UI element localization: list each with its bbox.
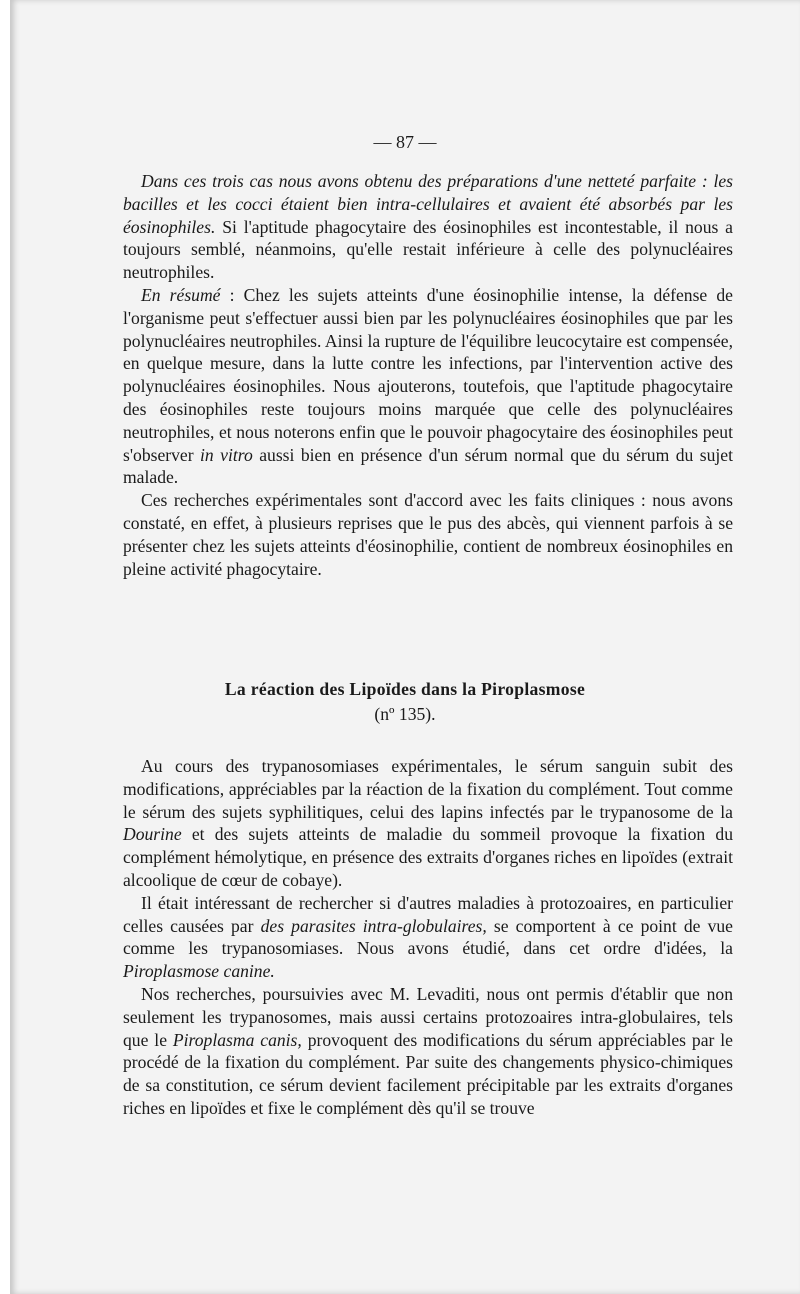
paragraph-1-italic: Dans ces trois cas nous avons obtenu des préparations d'une netteté parfaite : les bacilles et les cocci étaient bien intra-cellulaires et avaient été absorbés par les éosinophiles. <box>123 171 733 237</box>
bottom-text-block <box>123 755 733 1120</box>
page-number: — 87 — <box>373 132 437 152</box>
paragraph-6 <box>123 983 733 1120</box>
paragraph-4-italic: Dourine <box>123 824 182 845</box>
paragraph-6-italic: Piroplasma canis, <box>172 1029 302 1050</box>
paragraph-2-part-b: aussi bien en présence d'un sérum normal que du sérum du sujet malade. <box>123 444 733 488</box>
paragraph-5-part-a: Il était intéressant de rechercher si d'autres maladies à protozoaires, en particulier celles causées par <box>123 892 733 936</box>
paragraph-2-italic: En résumé <box>141 284 221 305</box>
section-title: La réaction des Lipoïdes dans la Piroplasmose <box>224 679 586 699</box>
paragraph-4 <box>123 755 733 892</box>
paragraph-6-part-a: Nos recherches, poursuivies avec M. Levaditi, nous ont permis d'établir que non seulement les trypanosomes, mais aussi certains protozoaires intra-globulaires, tels que le <box>123 983 733 1050</box>
paragraph-5-italic-2: Piroplasmose canine. <box>123 961 275 982</box>
section-subtitle: (nº 135). <box>374 704 436 724</box>
top-text-block <box>123 170 733 580</box>
paragraph-5-italic: des parasites intra-globulaires, <box>260 915 487 936</box>
paragraph-2-part-a: : Chez les sujets atteints d'une éosinophilie intense, la défense de l'organisme peut s'effectuer aussi bien par les polynucléaires éosinophiles que par les polynucléaires neutrophiles. Ainsi la rupture de l'équilibre leucocytaire est compensée, en quelque mesure, dans la lutte contre les infections, par l'intervention active des polynucléaires éosinophiles. Nous ajouterons, toutefois, que l'aptitude phagocytaire des éosinophiles reste toujours moins marquée que celle des polynucléaires neutrophiles, et nous noterons enfin que le pouvoir phagocytaire des éosinophiles peut s'observer <box>123 284 733 465</box>
paragraph-2-italic-2: in vitro <box>200 444 253 465</box>
paragraph-4-part-a: Au cours des trypanosomiases expérimentales, le sérum sanguin subit des modifications, appréciables par la réaction de la fixation du complément. Tout comme le sérum des sujets syphilitiques, celui des lapins infectés par le trypanosome de la <box>123 756 733 822</box>
paragraph-1-rest: Si l'aptitude phagocytaire des éosinophiles est incontestable, il nous a toujours semblé, néanmoins, qu'elle restait inférieure à celle des polynucléaires neutrophiles. <box>123 216 733 283</box>
paragraph-4-part-b: et des sujets atteints de maladie du sommeil provoque la fixation du complément hémolytique, en présence des extraits d'organes riches en lipoïdes (extrait alcoolique de cœur de cobaye). <box>123 824 733 890</box>
paragraph-3: Ces recherches expérimentales sont d'accord avec les faits cliniques : nous avons constaté, en effet, à plusieurs reprises que le pus des abcès, qui viennent parfois à se présenter chez les sujets atteints d'éosinophilie, contient de nombreux éosinophiles en pleine activité phagocytaire. <box>123 490 733 579</box>
paragraph-5-part-b: se comportent à ce point de vue comme les trypanosomiases. Nous avons étudié, dans cet ordre d'idées, la <box>123 915 733 959</box>
paragraph-1 <box>123 170 733 284</box>
paragraph-6-part-b: provoquent des modifications du sérum appréciables par le procédé de la fixation du complément. Par suite des changements physico-chimiques de sa constitution, ce sérum devient facilement précipitable par les extraits d'organes riches en lipoïdes et fixe le complément dès qu'il se trouve <box>123 1029 733 1118</box>
paragraph-2 <box>123 284 733 489</box>
paragraph-5 <box>123 892 733 983</box>
book-page <box>10 0 800 1294</box>
